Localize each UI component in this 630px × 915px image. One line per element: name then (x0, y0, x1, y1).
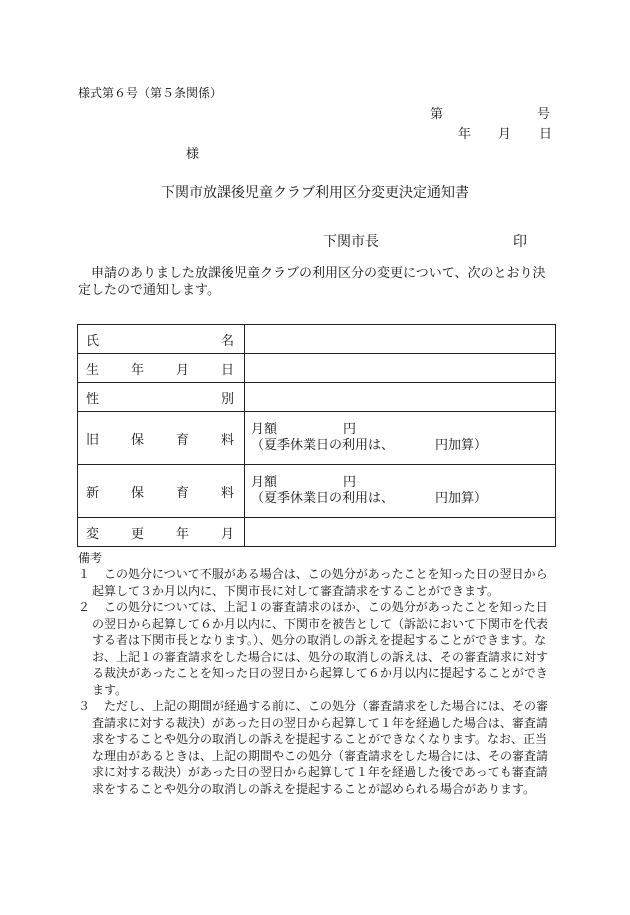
value-old-fee[interactable] (245, 412, 556, 465)
note-number: ２ (78, 600, 91, 614)
note-text: この処分について不服がある場合は、この処分があったことを知った日の翌日から起算して３か月以内に、下関市長に対して審査請求をすることができます。 (92, 567, 548, 598)
value-birthdate[interactable] (245, 354, 556, 383)
row-new-fee (78, 465, 556, 518)
date-year-label: 年 (458, 127, 472, 142)
note-item (78, 698, 556, 797)
new-fee-yen-label: 円 (343, 475, 357, 490)
label-old-fee: 旧 保 育 料 (86, 432, 234, 448)
new-fee-add-label: 円加算） (435, 491, 488, 506)
info-table (77, 324, 556, 547)
note-text: この処分については、上記１の審査請求のほか、この処分があったことを知った日の翌日から起算して６か月以内に、下関市を被告として（訴訟において下関市を代表する者は下関市長となります。）、処分の取消しの訴えを提起することができます。なお、上記１の審査請求をした場合には、処分の取消しの訴えは、その審査請求に対する裁決があったことを知った日の翌日から起算して６か月以内に提起することができます。 (92, 600, 549, 697)
issuer-mayor: 下関市長 (323, 234, 379, 250)
row-old-fee (78, 412, 556, 465)
label-name: 氏 名 (86, 333, 234, 349)
row-sex (78, 383, 556, 412)
notes-list (78, 566, 556, 797)
document-number-prefix: 第 (430, 107, 444, 122)
note-item (78, 599, 556, 698)
old-fee-add-label: 円加算） (435, 438, 488, 453)
seal-mark: 印 (513, 234, 527, 250)
form-number: 様式第６号（第５条関係） (78, 86, 223, 100)
date-month-label: 月 (498, 127, 512, 142)
note-text: ただし、上記の期間が経過する前に、この処分（審査請求をした場合には、その審査請求に対する裁決）があった日の翌日から起算して１年を経過した場合は、審査請求をすることや処分の取消しの訴えを提起することができなくなります。なお、正当な理由があるときは、上記の期間やこの処分（審査請求をした場合には、その審査請求に対する裁決）があった日の翌日から起算して１年を経過した後であっても審査請求をすることや処分の取消しの訴えを提起することが認められる場合があります。 (92, 699, 549, 796)
label-birthdate: 生 年 月 日 (86, 362, 234, 378)
row-birthdate (78, 354, 556, 383)
intro-paragraph: 申請のありました放課後児童クラブの利用区分の変更について、次のとおり決定したので通知します。 (78, 266, 546, 298)
notes-heading: 備考 (78, 551, 103, 565)
date-day-label: 日 (539, 127, 553, 142)
old-fee-yen-label: 円 (343, 422, 357, 437)
note-number: １ (78, 567, 91, 581)
old-fee-monthly-label: 月額 (251, 422, 278, 437)
row-change-date (78, 518, 556, 547)
new-fee-monthly-label: 月額 (251, 475, 278, 490)
new-fee-summer-label: （夏季休業日の利用は、 (251, 491, 395, 506)
note-number: ３ (78, 699, 91, 713)
label-new-fee: 新 保 育 料 (86, 485, 234, 501)
value-change-date[interactable] (245, 518, 556, 547)
recipient-honorific: 様 (186, 147, 200, 162)
row-name (78, 325, 556, 354)
note-item (78, 566, 556, 599)
value-sex[interactable] (245, 383, 556, 412)
old-fee-summer-label: （夏季休業日の利用は、 (251, 438, 395, 453)
label-change-date: 変 更 年 月 (86, 526, 234, 542)
value-name[interactable] (245, 325, 556, 354)
document-number-suffix: 号 (537, 107, 551, 122)
document-title: 下関市放課後児童クラブ利用区分変更決定通知書 (161, 185, 469, 201)
value-new-fee[interactable] (245, 465, 556, 518)
label-sex: 性 別 (86, 391, 234, 407)
